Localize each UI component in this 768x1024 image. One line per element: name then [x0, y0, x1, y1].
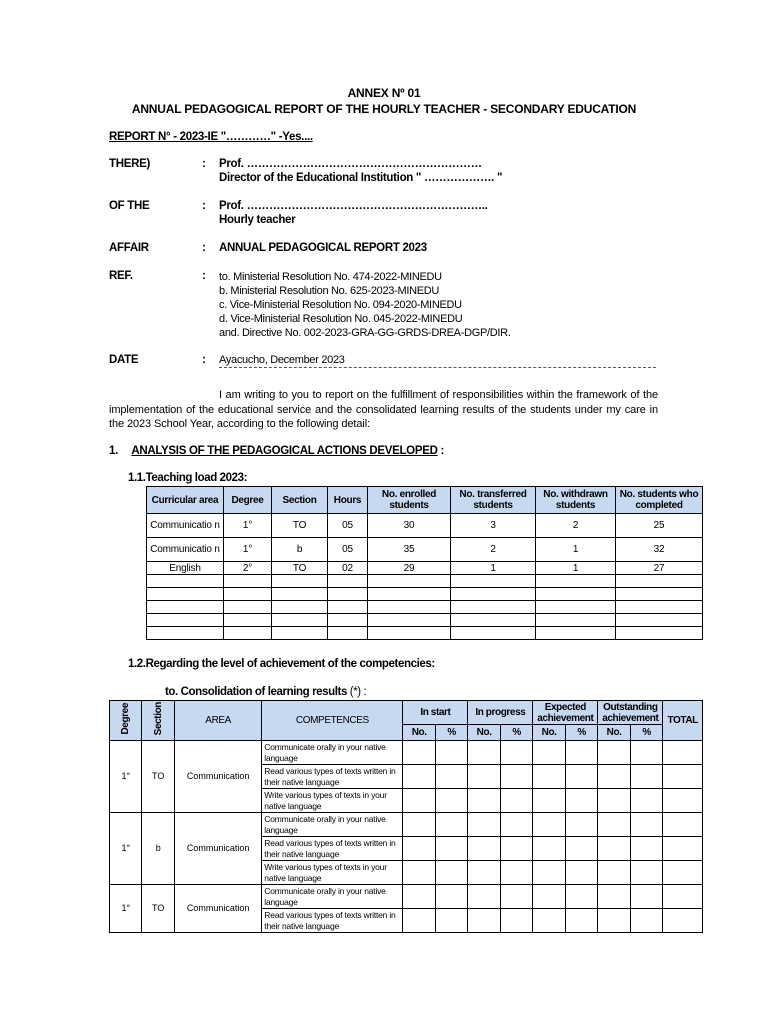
sub-pct: %: [500, 725, 532, 741]
affair-colon: :: [202, 242, 206, 254]
table-cell: 1: [451, 562, 536, 575]
area-cell: Communication: [174, 885, 261, 933]
to-line1: [219, 158, 482, 170]
area-cell: Communication: [174, 741, 261, 813]
table-row: [110, 813, 703, 837]
col-enrolled: No. enrolled students: [368, 487, 451, 514]
sub-pct: %: [435, 725, 468, 741]
section-cell: TO: [142, 885, 174, 933]
section-header: Section: [152, 702, 164, 736]
competence-cell: Communicate orally in your native language: [262, 885, 403, 909]
section-cell: TO: [142, 741, 174, 813]
date-value: Ayacucho, December 2023: [219, 354, 345, 366]
competence-cell: Communicate orally in your native language: [262, 741, 403, 765]
sub-pct: %: [565, 725, 598, 741]
to-label: THERE): [109, 158, 151, 170]
col-transferred: No. transferred students: [451, 487, 536, 514]
date-label: DATE: [109, 354, 139, 366]
col-degree: [110, 701, 142, 741]
table-cell: TO: [272, 514, 328, 538]
table-cell: 05: [328, 514, 368, 538]
competence-cell: Write various types of texts in your native language: [262, 789, 403, 813]
table-cell: 32: [616, 538, 703, 562]
table-row-empty: [147, 575, 703, 588]
ref-item: b. Ministerial Resolution No. 625-2023-MINEDU: [219, 285, 440, 297]
table-row-empty: [147, 601, 703, 614]
table-row-empty: [147, 627, 703, 640]
col-section: [142, 701, 174, 741]
sub-no: No.: [403, 725, 435, 741]
ref-label: REF.: [109, 270, 133, 282]
col-competences: COMPETENCES: [262, 701, 403, 741]
col-hours: Hours: [328, 487, 368, 514]
table-cell: 2: [451, 538, 536, 562]
to-prof: Prof. ………………………………………………………: [219, 158, 482, 170]
dashed-divider: [219, 367, 656, 368]
col-expected: Expected achievement: [533, 701, 598, 725]
to-colon: :: [202, 158, 206, 170]
col-in-progress: In progress: [468, 701, 533, 725]
section1-heading: [109, 445, 444, 457]
sub-no: No.: [533, 725, 565, 741]
competence-cell: Write various types of texts in your native language: [262, 861, 403, 885]
col-outstanding: Outstanding achievement: [598, 701, 663, 725]
table-cell: 2: [536, 514, 616, 538]
sub-no: No.: [598, 725, 630, 741]
sub-no: No.: [468, 725, 500, 741]
ref-item: c. Vice-Ministerial Resolution No. 094-2020-MINEDU: [219, 299, 462, 311]
table-cell: TO: [272, 562, 328, 575]
date-colon: :: [202, 354, 206, 366]
degree-cell: 1°: [110, 813, 142, 885]
table-row: [147, 514, 703, 538]
table-row-empty: [147, 614, 703, 627]
table-cell: 35: [368, 538, 451, 562]
table-cell: 3: [451, 514, 536, 538]
col-degree: Degree: [224, 487, 272, 514]
table-header-row: [110, 701, 703, 725]
col-curricular-area: Curricular area: [147, 487, 224, 514]
annex-title: ANNEX Nº 01: [347, 86, 421, 100]
ref-colon: :: [202, 270, 206, 282]
teaching-load-heading: 1.1.Teaching load 2023:: [128, 472, 248, 484]
section1-suffix: :: [437, 445, 445, 457]
section1-title: ANALYSIS OF THE PEDAGOGICAL ACTIONS DEVELOPED: [131, 445, 438, 457]
table-row: [147, 538, 703, 562]
competence-cell: Read various types of texts written in their native language: [262, 765, 403, 789]
ref-list: [219, 270, 511, 340]
competence-cell: Read various types of texts written in their native language: [262, 909, 403, 933]
from-line2: Hourly teacher: [219, 214, 296, 226]
report-number: REPORT N° - 2023-IE "…………" -Yes....: [109, 131, 313, 143]
table-row: [147, 562, 703, 575]
affair-value: ANNUAL PEDAGOGICAL REPORT 2023: [219, 242, 427, 254]
section1-number: 1.: [109, 445, 118, 457]
degree-cell: 1°: [110, 741, 142, 813]
col-area: AREA: [174, 701, 261, 741]
table-cell: b: [272, 538, 328, 562]
table-cell: Communicatio n: [147, 538, 224, 562]
table-cell: Communicatio n: [147, 514, 224, 538]
col-in-start: In start: [403, 701, 468, 725]
table-row: [110, 741, 703, 765]
teaching-load-table: [146, 486, 703, 640]
consolidation-table: [109, 700, 703, 933]
competence-cell: Communicate orally in your native language: [262, 813, 403, 837]
section-cell: b: [142, 813, 174, 885]
table-cell: 25: [616, 514, 703, 538]
table-cell: 1°: [224, 538, 272, 562]
table-cell: 1: [536, 538, 616, 562]
col-completed: No. students who completed: [616, 487, 703, 514]
ref-item: and. Directive No. 002-2023-GRA-GG-GRDS-DREA-DGP/DIR.: [219, 327, 511, 339]
table-cell: 29: [368, 562, 451, 575]
consolidation-heading: [165, 686, 366, 698]
table-cell: 1: [536, 562, 616, 575]
from-line1: Prof. ………………………………………………………..: [219, 200, 488, 212]
table-row-empty: [147, 588, 703, 601]
degree-header: Degree: [120, 703, 132, 735]
table-cell: 1°: [224, 514, 272, 538]
col-withdrawn: No. withdrawn students: [536, 487, 616, 514]
col-section: Section: [272, 487, 328, 514]
to-line2: Director of the Educational Institution " ………………. ": [219, 172, 503, 184]
sub-pct: %: [630, 725, 663, 741]
table-row: [110, 885, 703, 909]
intro-paragraph: I am writing to you to report on the fulfillment of responsibilities within the framework of the implementation of the educational service and the consolidated learning results of the students under my care in the 2023 School Year, according to the following detail:: [109, 389, 658, 430]
table-cell: 2°: [224, 562, 272, 575]
table-cell: 05: [328, 538, 368, 562]
ref-item: to. Ministerial Resolution No. 474-2022-MINEDU: [219, 271, 442, 283]
competencies-heading: 1.2.Regarding the level of achievement of the competencies:: [128, 658, 435, 670]
competence-cell: Read various types of texts written in their native language: [262, 837, 403, 861]
table-cell: 02: [328, 562, 368, 575]
report-title: ANNUAL PEDAGOGICAL REPORT OF THE HOURLY TEACHER - SECONDARY EDUCATION: [131, 102, 637, 116]
consolidation-title: to. Consolidation of learning results: [165, 686, 347, 698]
degree-cell: 1°: [110, 885, 142, 933]
table-cell: 27: [616, 562, 703, 575]
affair-label: AFFAIR: [109, 242, 149, 254]
table-cell: English: [147, 562, 224, 575]
area-cell: Communication: [174, 813, 261, 885]
table-header-row: [147, 487, 703, 514]
ref-item: d. Vice-Ministerial Resolution No. 045-2022-MINEDU: [219, 313, 463, 325]
from-label: OF THE: [109, 200, 150, 212]
consolidation-note: (*) :: [347, 686, 367, 698]
col-total: TOTAL: [663, 701, 703, 741]
from-colon: :: [202, 200, 206, 212]
table-cell: 30: [368, 514, 451, 538]
